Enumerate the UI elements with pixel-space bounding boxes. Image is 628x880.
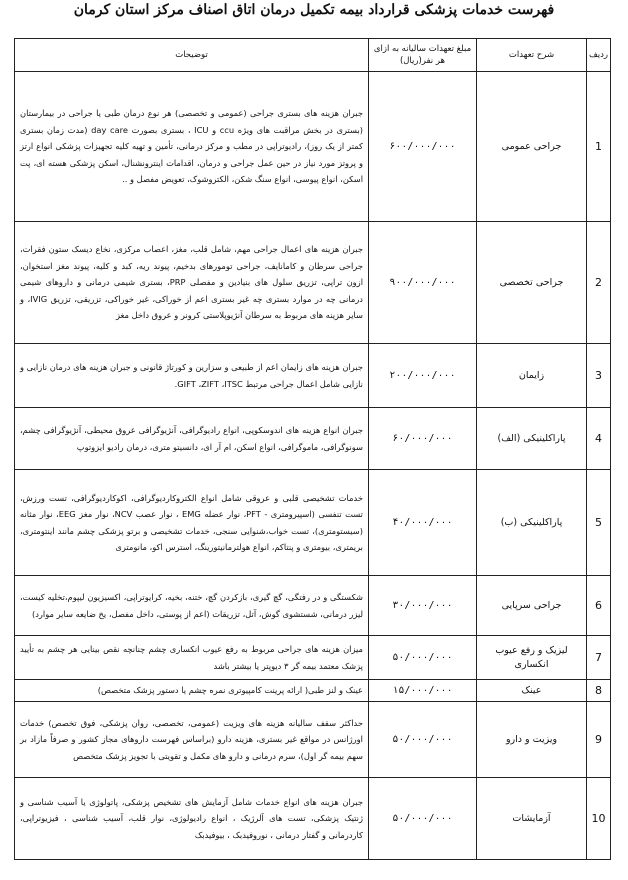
row-amount: ۶۰/۰۰۰/۰۰۰ (369, 408, 477, 470)
row-description: جبران هزینه های اعمال جراحی مهم، شامل قلب، مغز، اعصاب مرکزی، نخاع دیسک ستون فقرات، جراحی سرطان و کامانایف، جراحی تومورهای بدخیم، پیوند ریه، کبد و کلیه، پیوند مغز استخوان، ازون تراپی، تزریق سلول های بنیادین و مفصلی PRP، بستری شیمی درمانی و داروهای شیمی درمانی چه در موارد بستری چه غیر بستری اعم از خوراکی، غیر خوراکی، تزریقی، تزریق IVIG، و سایر هزینه های مربوط به سرطان آنژیوپلاستی کرونر و عروق داخل مغز (15, 222, 369, 344)
services-table (14, 38, 611, 860)
table-row (15, 576, 611, 636)
row-name: جراحی عمومی (477, 72, 587, 222)
row-index: 9 (587, 702, 611, 778)
row-index: 2 (587, 222, 611, 344)
table-row (15, 72, 611, 222)
row-amount: ۴۰/۰۰۰/۰۰۰ (369, 470, 477, 576)
row-name: پاراکلینیکی (الف) (477, 408, 587, 470)
row-index: 3 (587, 344, 611, 408)
row-description: میزان هزینه های جراحی مربوط به رفع عیوب انکساری چشم چنانچه نقص بینایی هر چشم به تأیید پزشک معتمد بیمه گر ۳ دیوپتر یا بیشتر باشد (15, 636, 369, 680)
row-index: 6 (587, 576, 611, 636)
table-row (15, 344, 611, 408)
row-index: 7 (587, 636, 611, 680)
row-name: زایمان (477, 344, 587, 408)
table-row (15, 702, 611, 778)
row-amount: ۲۰۰/۰۰۰/۰۰۰ (369, 344, 477, 408)
header-description: توضیحات (15, 39, 369, 72)
table-row (15, 636, 611, 680)
row-description: عینک و لنز طبی( ارائه پرینت کامپیوتری نمره چشم یا دستور پزشک متخصص) (15, 680, 369, 702)
row-amount: ۵۰/۰۰۰/۰۰۰ (369, 778, 477, 860)
row-name: پاراکلینیکی (ب) (477, 470, 587, 576)
table-row (15, 222, 611, 344)
row-description: شکستگی و در رفتگی، گچ گیری، بازکردن گچ، ختنه، بخیه، کرایوتراپی، اکسیزیون لیپوم،تخلیه کیست، لیزر درمانی، شستشوی گوش، آتل، تزریقات (اعم از پوستی، داخل مفصل، یخ ضایعه سایر موارد) (15, 576, 369, 636)
row-amount: ۳۰/۰۰۰/۰۰۰ (369, 576, 477, 636)
table-row (15, 470, 611, 576)
row-description: حداکثر سقف سالیانه هزینه های ویزیت (عمومی، تخصصی، روان پزشکی، فوق تخصص) خدمات اورژانس در مواقع غیر بستری، هزینه دارو (براساس فهرست داروهای مجاز کشور و صرفاً مازاد بر سهم بیمه گر اول)، سرم درمانی و دارو های مکمل و تقویتی با تجویز پزشک متخصص (15, 702, 369, 778)
table-row (15, 408, 611, 470)
row-amount: ۶۰۰/۰۰۰/۰۰۰ (369, 72, 477, 222)
row-index: 4 (587, 408, 611, 470)
page-title: فهرست خدمات پزشکی قرارداد بیمه تکمیل درمان اتاق اصناف مرکز استان کرمان (73, 2, 555, 18)
row-description: جبران هزینه های زایمان اعم از طبیعی و سزارین و کورتاژ قانونی و جبران هزینه های درمان نازایی و نازایی شامل اعمال جراحی مرتبط GIFT ،ZIFT ،ITSC. (15, 344, 369, 408)
row-description: جبران انواع هزینه های اندوسکوپی، انواع رادیوگرافی، آنژیوگرافی عروق محیطی، آنژیوگرافی چشم، سونوگرافی، ماموگرافی، انواع اسکن، ام آر ای، دانسیتو متری، درمان رادیو ایزوتوپ (15, 408, 369, 470)
header-amount: مبلغ تعهدات سالیانه به ازای هر نفر(ریال) (369, 39, 477, 72)
table-row (15, 680, 611, 702)
row-amount: ۵۰/۰۰۰/۰۰۰ (369, 636, 477, 680)
header-index: ردیف (587, 39, 611, 72)
table-row (15, 778, 611, 860)
row-amount: ۵۰/۰۰۰/۰۰۰ (369, 702, 477, 778)
row-amount: ۹۰۰/۰۰۰/۰۰۰ (369, 222, 477, 344)
row-index: 10 (587, 778, 611, 860)
row-amount: ۱۵/۰۰۰/۰۰۰ (369, 680, 477, 702)
row-name: ویزیت و دارو (477, 702, 587, 778)
row-name: آزمایشات (477, 778, 587, 860)
row-name: عینک (477, 680, 587, 702)
header-name: شرح تعهدات (477, 39, 587, 72)
row-description: خدمات تشخیصی قلبی و عروقی شامل انواع الکتروکاردیوگرافی، اکوکاردیوگرافی، تست ورزش، تست تنفسی (اسپیرومتری - PFT، نوار عضله EMG ، نوار عصب NCV، نوار مغز EEG، نوار مثانه (سیستومتری)، تست خواب،شنوایی سنجی، خدمات تشخیصی و برتو پزشکی چشم مانند اینتومتری، بریمتری، بیومتری و پنتاکم، انواع هولترمانیتورینگ، استرس اکو، مانومتری (15, 470, 369, 576)
table-header-row (15, 39, 611, 72)
row-name: جراحی تخصصی (477, 222, 587, 344)
row-description: جبران هزینه های بستری جراحی (عمومی و تخصصی) هر نوع درمان طبی یا جراحی در بیمارستان (بستری در بخش مراقبت های ویژه ccu و ICU ، بستری بصورت day care (مدت زمان بستری کمتر از یک روز)، رادیوتراپی در مطب و مرکز درمانی، تأمین و تهیه کلیه تجهیزات پزشکی انواع ارتز و پروتز مورد نیاز در حین عمل جراحی و درمان، اقدامات اینترونشنال، اسکن پزشکی هسته ای، پت اسکن، انواع پیوسی، انواع سنگ شکن، الکتروشوک، تعویض مفصل و .. (15, 72, 369, 222)
row-name: جراحی سرپایی (477, 576, 587, 636)
row-index: 1 (587, 72, 611, 222)
row-name: لیزیک و رفع عیوب انکساری (477, 636, 587, 680)
row-index: 5 (587, 470, 611, 576)
row-index: 8 (587, 680, 611, 702)
row-description: جبران هزینه های انواع خدمات شامل آزمایش های تشخیص پزشکی، پاتولوژی یا آسیب شناسی و ژنتیک پزشکی، تست های آلرژیک ، انواع رادیولوژی، نوار قلب، آسیب شناسی ، فیزیوتراپی، کاردرمانی و گفتار درمانی ، نوروفیدبک ، بیوفیدبک (15, 778, 369, 860)
